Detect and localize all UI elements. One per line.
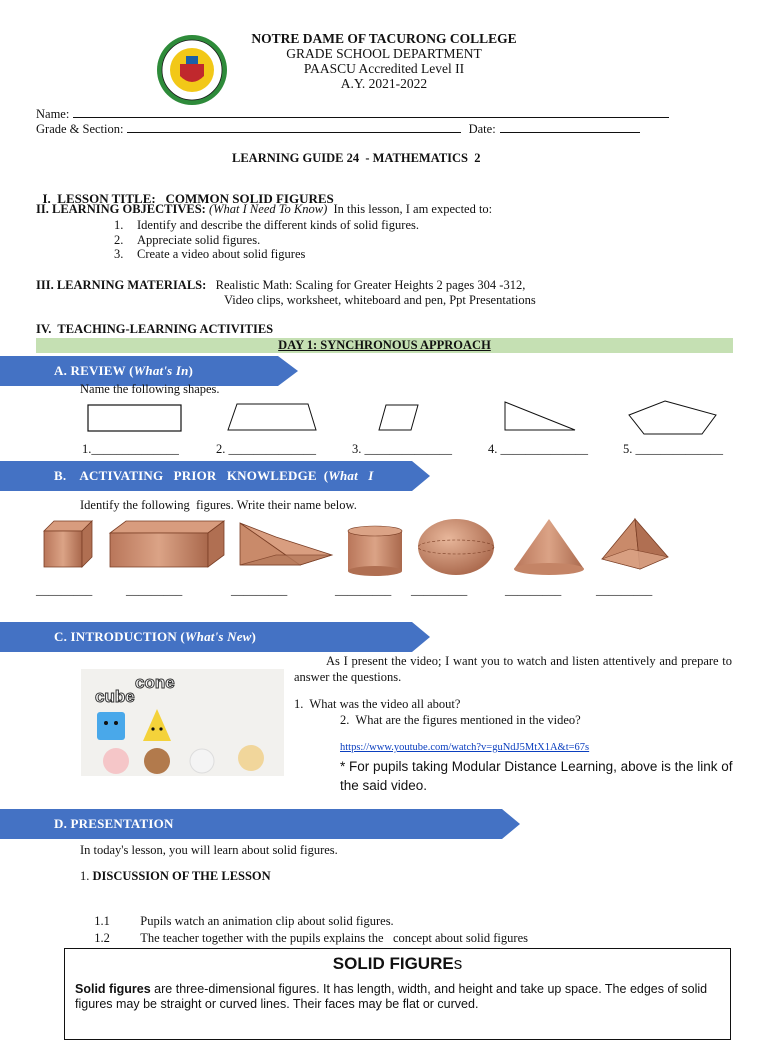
lesson-label: I. LESSON TITLE: <box>42 191 156 206</box>
cube-figure <box>44 521 92 567</box>
modular-note: * For pupils taking Modular Distance Learning, above is the link of the said video. <box>340 759 733 793</box>
video-thumbnail[interactable] <box>81 669 284 776</box>
review-answer-2[interactable]: 2. ______________ <box>216 442 316 456</box>
presentation-item-2: 1.2 The teacher together with the pupils explains the concept about solid figures <box>94 931 528 945</box>
presentation-intro: In today's lesson, you will learn about solid figures. <box>80 843 338 857</box>
rectangle-shape <box>88 405 181 431</box>
lesson-title: COMMON SOLID FIGURES <box>165 191 334 206</box>
objective-item: 2. Appreciate solid figures. <box>114 232 261 247</box>
question-2: 2. What are the figures mentioned in the video? <box>340 713 581 727</box>
trapezoid-shape <box>228 404 316 430</box>
apk-banner: B. ACTIVATING PRIOR KNOWLEDGE (What I <box>0 461 432 491</box>
pyramid-figure <box>602 519 668 569</box>
question-1: 1. What was the video all about? <box>294 697 461 711</box>
review-shapes <box>0 398 768 438</box>
apk-instruction: Identify the following figures. Write their name below. <box>80 498 357 512</box>
date-line <box>500 121 640 133</box>
department: GRADE SCHOOL DEPARTMENT <box>286 46 482 61</box>
objectives-note: (What I Need To Know) <box>208 202 328 216</box>
thumbnail-art <box>81 669 284 776</box>
apk-blank-4[interactable]: _________ <box>335 583 392 597</box>
activities-label: IV. TEACHING-LEARNING ACTIVITIES <box>36 322 274 336</box>
review-instruction: Name the following shapes. <box>80 382 220 396</box>
apk-blank-6[interactable]: _________ <box>505 583 562 597</box>
parallelogram-shape <box>379 405 418 430</box>
objectives-list <box>114 218 419 262</box>
cylinder-figure <box>348 526 402 576</box>
guide-title: LEARNING GUIDE 24 - MATHEMATICS 2 <box>232 151 481 165</box>
materials-label: III. LEARNING MATERIALS: <box>36 278 207 292</box>
presentation-banner: D. PRESENTATION <box>0 809 522 839</box>
academic-year: A.Y. 2021-2022 <box>340 76 428 91</box>
solid-figures-box <box>64 948 731 1040</box>
school-name: NOTRE DAME OF TACURONG COLLEGE <box>251 31 517 46</box>
triangular-prism-figure <box>240 523 332 565</box>
materials-row <box>36 278 525 293</box>
materials-line1: Realistic Math: Scaling for Greater Heights 2 pages 304 -312, <box>215 278 526 292</box>
name-field[interactable] <box>36 106 669 122</box>
solid-box-text: Solid figures are three-dimensional figures. It has length, width, and height and take up space. The edges of solid figures may be straight or curved lines. Their faces may be flat or curved. <box>75 982 708 1011</box>
thumbnail-word-cube: cube <box>95 687 135 706</box>
introduction-paragraph: As I present the video; I want you to watch and listen attentively and prepare to answer the questions. <box>294 654 732 684</box>
date-label: Date: <box>468 122 496 136</box>
day-banner: DAY 1: SYNCHRONOUS APPROACH <box>36 338 733 353</box>
review-answer-3[interactable]: 3. ______________ <box>352 442 452 456</box>
introduction-banner: C. INTRODUCTION (What's New) <box>0 622 432 652</box>
grade-line <box>127 121 461 133</box>
grade-label: Grade & Section: <box>36 122 124 136</box>
accreditation: PAASCU Accredited Level II <box>303 61 465 76</box>
objectives-label: II. LEARNING OBJECTIVES: <box>36 202 206 216</box>
review-answer-5[interactable]: 5. ______________ <box>623 442 723 456</box>
objective-item: 1. Identify and describe the different kinds of solid figures. <box>114 218 419 232</box>
objectives-row <box>36 202 492 217</box>
right-triangle-shape <box>505 402 575 430</box>
grade-section-field[interactable] <box>36 121 640 137</box>
objective-item: 3. Create a video about solid figures <box>114 247 306 261</box>
review-answer-1[interactable]: 1.______________ <box>82 442 179 456</box>
discussion-heading: 1. DISCUSSION OF THE LESSON <box>80 869 271 883</box>
cone-figure <box>514 519 584 575</box>
objectives-intro: In this lesson, I am expected to: <box>333 202 493 216</box>
name-line <box>73 106 669 118</box>
solid-figures <box>0 515 768 580</box>
pentagon-shape <box>629 401 716 434</box>
review-answer-4[interactable]: 4. ______________ <box>488 442 588 456</box>
apk-blank-5[interactable]: _________ <box>411 583 468 597</box>
video-link[interactable]: https://www.youtube.com/watch?v=guNdJ5MtX1A&t=67s <box>340 742 590 753</box>
apk-blank-7[interactable]: _________ <box>596 583 653 597</box>
apk-blank-1[interactable]: _________ <box>36 583 93 597</box>
review-banner: A. REVIEW (What's In) <box>0 356 300 386</box>
solid-box-title: SOLID FIGUREs <box>332 954 463 973</box>
name-label: Name: <box>36 107 70 121</box>
materials-line2: Video clips, worksheet, whiteboard and pen, Ppt Presentations <box>224 293 536 307</box>
apk-blank-2[interactable]: _________ <box>126 583 183 597</box>
rectangular-prism-figure <box>110 521 224 567</box>
sphere-figure <box>418 519 494 575</box>
apk-blank-3[interactable]: _________ <box>231 583 288 597</box>
thumbnail-word-cone: cone <box>135 673 175 692</box>
presentation-item-1: 1.1 Pupils watch an animation clip about solid figures. <box>94 914 394 928</box>
